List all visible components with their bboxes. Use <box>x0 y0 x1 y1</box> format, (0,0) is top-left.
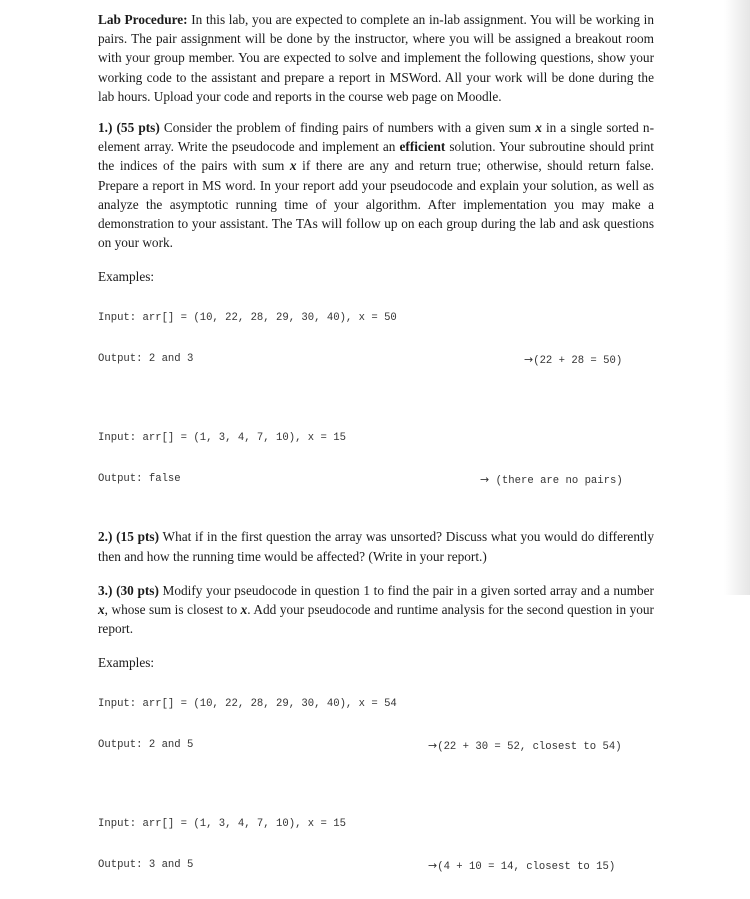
q3-var-x: x <box>98 602 105 618</box>
example-note-text: (22 + 28 = 50) <box>533 354 623 367</box>
arrow-icon: → <box>428 858 438 872</box>
intro-text: In this lab, you are expected to complete an in-lab assignment. You will be working in pairs. The pair assignment will be done by the instructor, where you will be assigned a breakout room with your group member. You are expected to solve and implement the following questions, show your working code to the assistant and prepare a report in MSWord. All your work will be done during the lab hours. Upload your code and reports in the course web page on Moodle. <box>98 12 654 104</box>
example-output-row <box>98 859 654 873</box>
q1-text-part: Consider the problem of finding pairs of numbers with a given sum <box>159 120 536 136</box>
q1-examples-title: Examples: <box>98 269 155 285</box>
q1-text-part: solution. Your subroutine should print the indices of the pairs with sum <box>98 139 654 174</box>
question-1 <box>98 118 654 252</box>
arrow-icon: → <box>428 738 438 752</box>
example-output-row <box>98 473 654 487</box>
example-note <box>524 353 622 369</box>
q1-example-1 <box>98 285 654 393</box>
q2-label: 2.) (15 pts) <box>98 529 160 545</box>
example-output: Output: 2 and 5 <box>98 738 194 751</box>
q3-example-2 <box>98 791 654 899</box>
example-note <box>428 859 615 875</box>
example-input: Input: arr[] = (1, 3, 4, 7, 10), x = 15 <box>98 818 346 831</box>
q1-examples <box>98 268 654 513</box>
q1-text-part: in a single sorted n-element array. Write the pseudocode and implement an <box>98 120 654 155</box>
q3-var-x: x <box>240 602 248 618</box>
example-note-text: (there are no pairs) <box>489 474 623 487</box>
q3-text-part: Modify your pseudocode in question 1 to find the pair in a given sorted array and a number <box>158 582 654 598</box>
arrow-icon: → <box>480 472 490 486</box>
q1-label: 1.) (55 pts) <box>98 120 160 136</box>
example-note-text: (4 + 10 = 14, closest to 15) <box>437 860 616 873</box>
example-input: Input: arr[] = (1, 3, 4, 7, 10), x = 15 <box>98 432 346 445</box>
q3-label: 3.) (30 pts) <box>98 582 159 598</box>
page-edge-shadow <box>724 0 750 595</box>
example-output: Output: 2 and 3 <box>98 352 194 365</box>
example-output: Output: false <box>98 472 181 485</box>
example-output-row <box>98 739 654 753</box>
example-note-text: (22 + 30 = 52, closest to 54) <box>437 740 622 753</box>
q1-emphasis: efficient <box>399 139 446 155</box>
question-3 <box>98 581 654 639</box>
example-output-row <box>98 353 654 367</box>
q3-examples-title: Examples: <box>98 655 155 671</box>
example-note <box>428 739 622 755</box>
intro-label: Lab Procedure: <box>98 12 188 27</box>
q3-example-1 <box>98 671 654 779</box>
q1-text-part: if there are any and return true; otherwise, should return false. Prepare a report in MS word. In your report add your pseudocode and explain your solution, as well as analyze the asymptotic running time of your algorithm. After implementation you may make a demonstration to your assistant. The TAs will follow up on each group during the lab and ask questions on your work. <box>98 158 655 251</box>
example-input: Input: arr[] = (10, 22, 28, 29, 30, 40), x = 54 <box>98 698 397 711</box>
example-input: Input: arr[] = (10, 22, 28, 29, 30, 40), x = 50 <box>98 312 397 325</box>
q1-var-x: x <box>289 158 297 174</box>
q3-text-part: , whose sum is closest to <box>104 602 241 618</box>
arrow-icon: → <box>524 352 534 366</box>
example-output: Output: 3 and 5 <box>98 858 194 871</box>
q3-examples <box>98 654 654 899</box>
question-2 <box>98 527 654 565</box>
q1-var-x: x <box>535 120 542 136</box>
q3-text-part: . Add your pseudocode and runtime analysis for the second question in your report. <box>98 602 654 637</box>
example-note <box>480 473 623 489</box>
document-page <box>98 10 654 899</box>
q1-example-2 <box>98 405 654 513</box>
intro-paragraph <box>98 10 654 106</box>
q2-text: What if in the first question the array was unsorted? Discuss what you would do differently then and how the running time would be affected? (Write in your report.) <box>98 529 655 564</box>
